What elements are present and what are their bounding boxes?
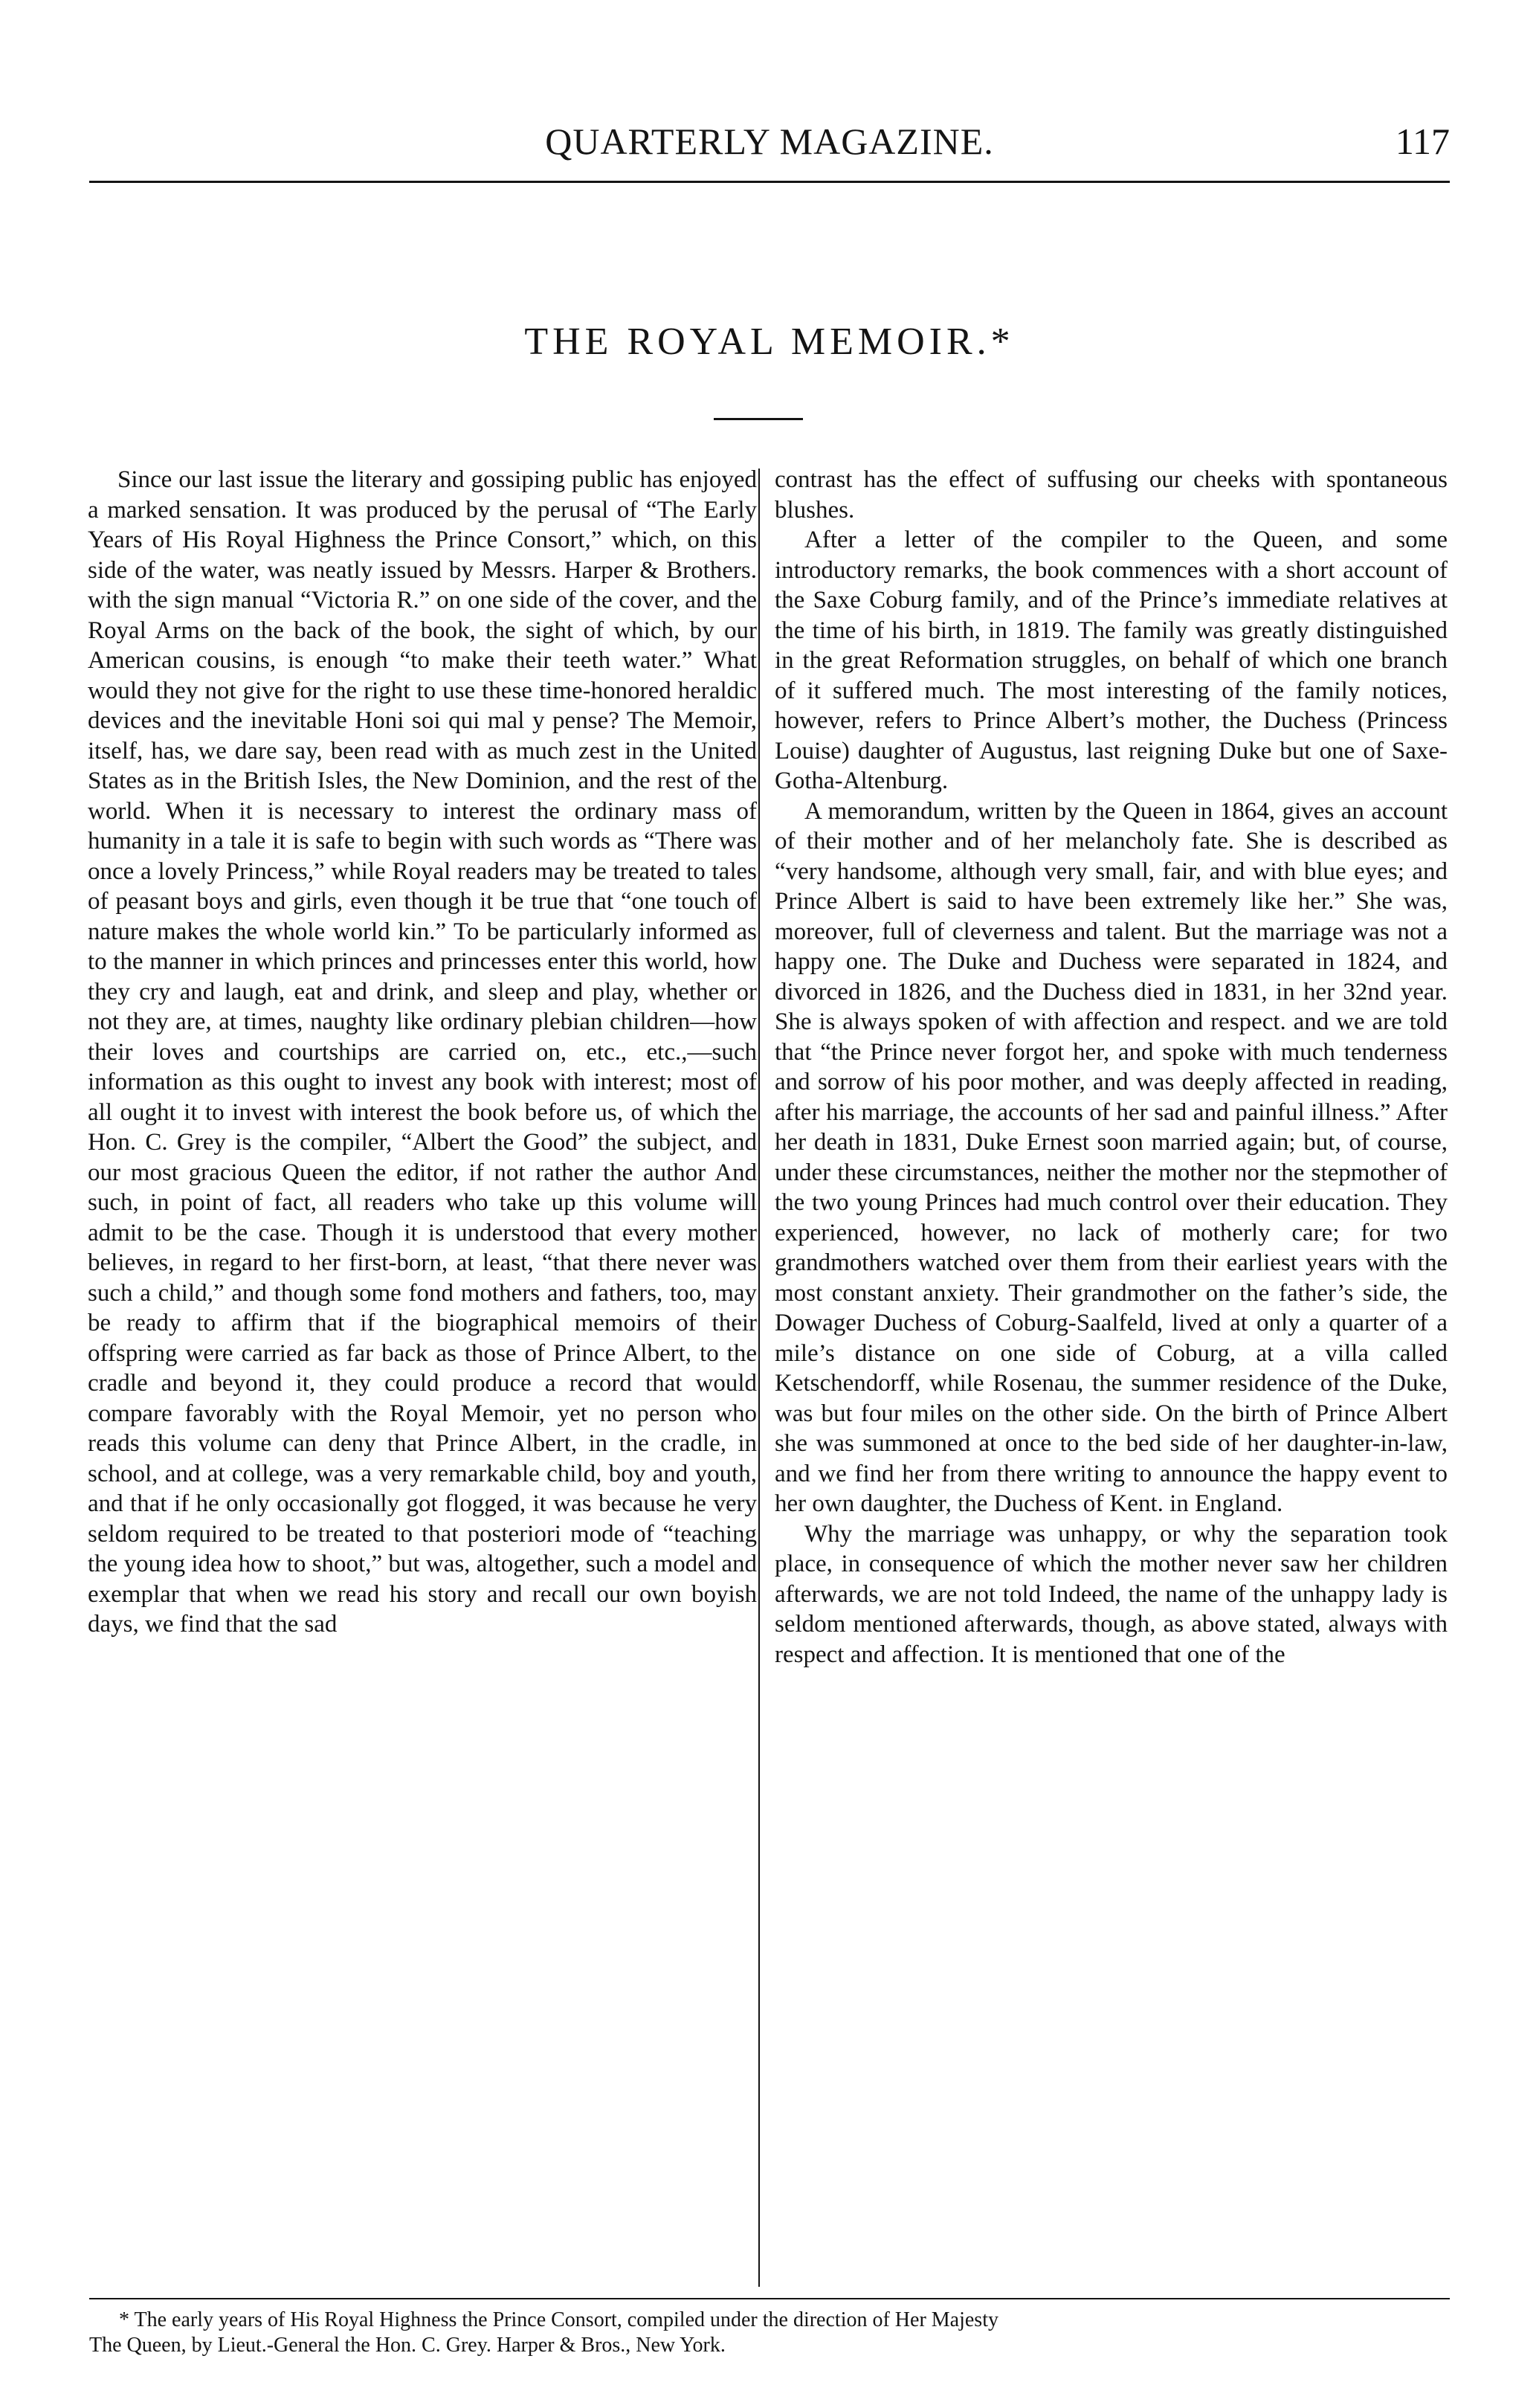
paragraph: Why the marriage was unhappy, or why the separation took place, in consequence of which the mother never saw her children afterwards, we are not told Indeed, the name of the unhappy lady is seldom mentioned afterwards, though, as above stated, always with respect and affection. It is mentioned that one of the xyxy=(775,1520,1448,1668)
article-title: THE ROYAL MEMOIR.* xyxy=(524,321,1015,363)
running-header xyxy=(89,119,1450,164)
footnote-line: * The early years of His Royal Highness the Prince Consort, compiled under the direction of Her Majesty xyxy=(119,2308,998,2331)
left-column xyxy=(88,465,757,1640)
paragraph: contrast has the effect of suffusing our cheeks with spontaneous blushes. xyxy=(775,466,1448,524)
paragraph: Since our last issue the literary and gossiping public has enjoyed a marked sensation. It was produced by the perusal of “The Early Years of His Royal Highness the Prince Consort,” which, on this side of the water, was neatly issued by Messrs. Harper & Brothers. with the sign manual “Victoria R.” on one side of the cover, and the Royal Arms on the back of the book, the sight of which, by our American cousins, is enough “to make their teeth water.” What would they not give for the right to use these time-honored heraldic devices and the inevitable Honi soi qui mal y pense? The Memoir, itself, has, we dare say, been read with as much zest in the United States as in the British Isles, the New Dominion, and the rest of the world. When it is necessary to interest the ordinary mass of humanity in a tale it is safe to begin with such words as “There was once a lovely Princess,” while Royal readers may be treated to tales of peasant boys and girls, even though it be true that “one touch of nature makes the whole world kin.” To be particularly informed as to the manner in which princes and princesses enter this world, how they cry and laugh, eat and drink, and sleep and play, whether or not they are, at times, naughty like ordinary plebian children—how their loves and courtships are carried on, etc., etc.,—such information as this ought to invest any book with interest; most of all ought it to invest with interest the book before us, of which the Hon. C. Grey is the compiler, “Albert the Good” the subject, and our most gracious Queen the editor, if not rather the author And such, in point of fact, all readers who take up this volume will admit to be the case. Though it is understood that every mother believes, in regard to her first-born, at least, “that there never was such a child,” and though some fond mothers and fathers, too, may be ready to affirm that if the biographical memoirs of their offspring were carried as far back as those of Prince Albert, to the cradle and beyond it, they could produce a record that would compare favorably with the Royal Memoir, yet no person who reads this volume can deny that Prince Albert, in the cradle, in school, and at college, was a very remarkable child, boy and youth, and that if he only occasionally got flogged, it was because he very seldom required to be treated to that posteriori mode of “teaching the young idea how to shoot,” but was, altogether, such a model and exemplar that when we read his story and recall our own boyish days, we find that the sad xyxy=(88,466,757,1638)
footnote xyxy=(89,2308,1450,2358)
magazine-title: QUARTERLY MAGAZINE. xyxy=(545,120,994,162)
paragraph: After a letter of the compiler to the Queen, and some introductory remarks, the book commences with a short account of the Saxe Coburg family, and of the Prince’s immediate relatives at the time of his birth, in 1819. The family was greatly distinguished in the great Reformation struggles, on behalf of which one branch of it suffered much. The most interesting of the family notices, however, refers to Prince Albert’s mother, the Duchess (Princess Louise) daughter of Augustus, last reigning Duke but one of Saxe-Gotha-Altenburg. xyxy=(775,527,1448,794)
right-column xyxy=(775,465,1448,1670)
page-number: 117 xyxy=(1395,120,1450,162)
header-rule xyxy=(89,181,1450,183)
paragraph: A memorandum, written by the Queen in 1864, gives an account of their mother and of her melancholy fate. She is described as “very handsome, although very small, fair, and with blue eyes; and Prince Albert is said to have been extremely like her.” She was, moreover, full of cleverness and talent. But the marriage was not a happy one. The Duke and Duchess were separated in 1824, and divorced in 1826, and the Duchess died in 1831, in her 32nd year. She is always spoken of with affection and respect. and we are told that “the Prince never forgot her, and spoke with much tenderness and sorrow of his poor mother, and was deeply affected in reading, after his marriage, the accounts of her sad and painful illness.” After her death in 1831, Duke Ernest soon married again; but, of course, under these circumstances, neither the mother nor the stepmother of the two young Princes had much control over their education. They experienced, however, no lack of motherly care; for two grandmothers watched over them from their earliest years with the most constant anxiety. Their grandmother on the father’s side, the Dowager Duchess of Coburg-Saalfeld, lived at only a quarter of a mile’s distance on one side of Coburg, at a villa called Ketschendorff, while Rosenau, the summer residence of the Duke, was but four miles on the other side. On the birth of Prince Albert she was summoned at once to the bed side of her daughter-in-law, and we find her from there writing to announce the happy event to her own daughter, the Duchess of Kent. in England. xyxy=(775,797,1448,1517)
footnote-line: The Queen, by Lieut.-General the Hon. C. Grey. Harper & Bros., New York. xyxy=(89,2334,726,2357)
title-rule xyxy=(714,418,803,420)
footnote-rule xyxy=(89,2298,1450,2299)
column-divider xyxy=(758,469,760,2287)
